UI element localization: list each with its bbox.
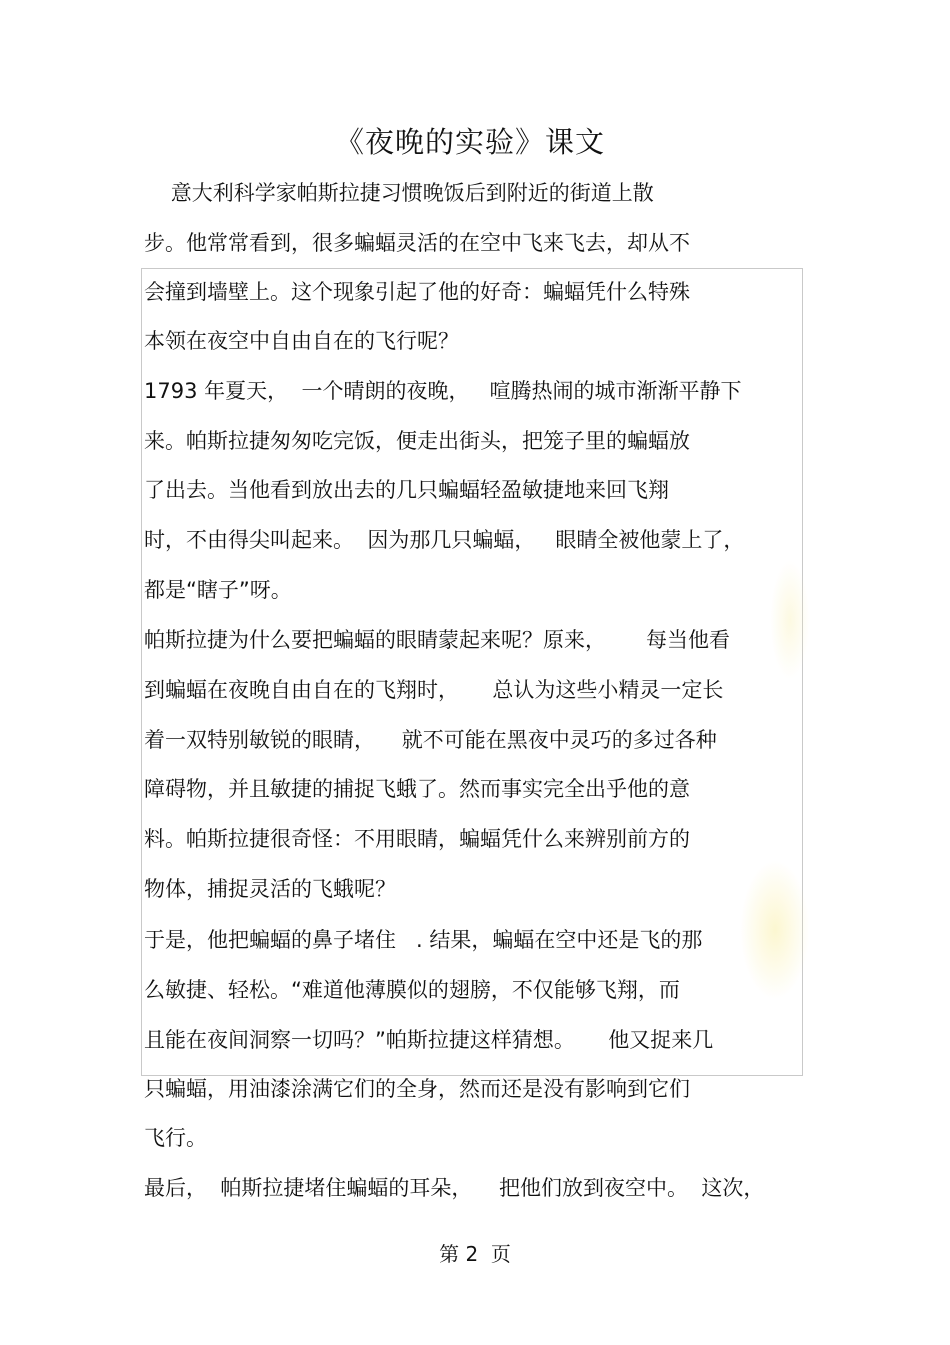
text-line: 来。帕斯拉捷匆匆吃完饭，便走出街头，把笼子里的蝙蝠放 [144,429,690,453]
page-title: 《夜晚的实验》课文 [334,125,605,159]
page-number: 第 2 页 [439,1242,511,1266]
text-line: 飞行。 [144,1126,207,1150]
text-line: 于是，他把蝙蝠的鼻子堵住 . 结果，蝙蝠在空中还是飞的那 [144,928,703,952]
text-line: 么敏捷、轻松。“难道他薄膜似的翅膀，不仅能够飞翔，而 [144,978,680,1002]
text-line: 障碍物，并且敏捷的捕捉飞蛾了。然而事实完全出乎他的意 [144,777,690,801]
text-line: 本领在夜空中自由自在的飞行呢？ [144,329,459,353]
text-line: 步。他常常看到，很多蝙蝠灵活的在空中飞来飞去，却从不 [144,231,690,255]
text-line: 着一双特别敏锐的眼睛， 就不可能在黑夜中灵巧的多过各种 [144,728,717,752]
text-line: 1793 年夏天， 一个晴朗的夜晚， 喧腾热闹的城市渐渐平静下 [144,379,742,403]
text-line: 时，不由得尖叫起来。 因为那几只蝙蝠， 眼睛全被他蒙上了， [144,528,745,552]
text-line: 了出去。当他看到放出去的几只蝙蝠轻盈敏捷地来回飞翔 [144,478,669,502]
text-line: 只蝙蝠，用油漆涂满它们的全身，然而还是没有影响到它们 [144,1077,690,1101]
text-line: 会撞到墙壁上。这个现象引起了他的好奇：蝙蝠凭什么特殊 [144,280,690,304]
text-line: 物体，捕捉灵活的飞蛾呢？ [144,877,396,901]
text-line: 最后， 帕斯拉捷堵住蝙蝠的耳朵， 把他们放到夜空中。 这次， [144,1176,765,1200]
text-line: 都是“瞎子”呀。 [144,578,292,602]
text-line: 料。帕斯拉捷很奇怪：不用眼睛，蝙蝠凭什么来辨别前方的 [144,827,690,851]
text-line: 且能在夜间洞察一切吗？”帕斯拉捷这样猜想。 他又捉来几 [144,1028,714,1052]
text-line: 到蝙蝠在夜晚自由自在的飞翔时， 总认为这些小精灵一定长 [144,678,724,702]
text-line: 帕斯拉捷为什么要把蝙蝠的眼睛蒙起来呢？原来， 每当他看 [144,628,731,652]
text-line: 意大利科学家帕斯拉捷习惯晚饭后到附近的街道上散 [144,181,654,205]
